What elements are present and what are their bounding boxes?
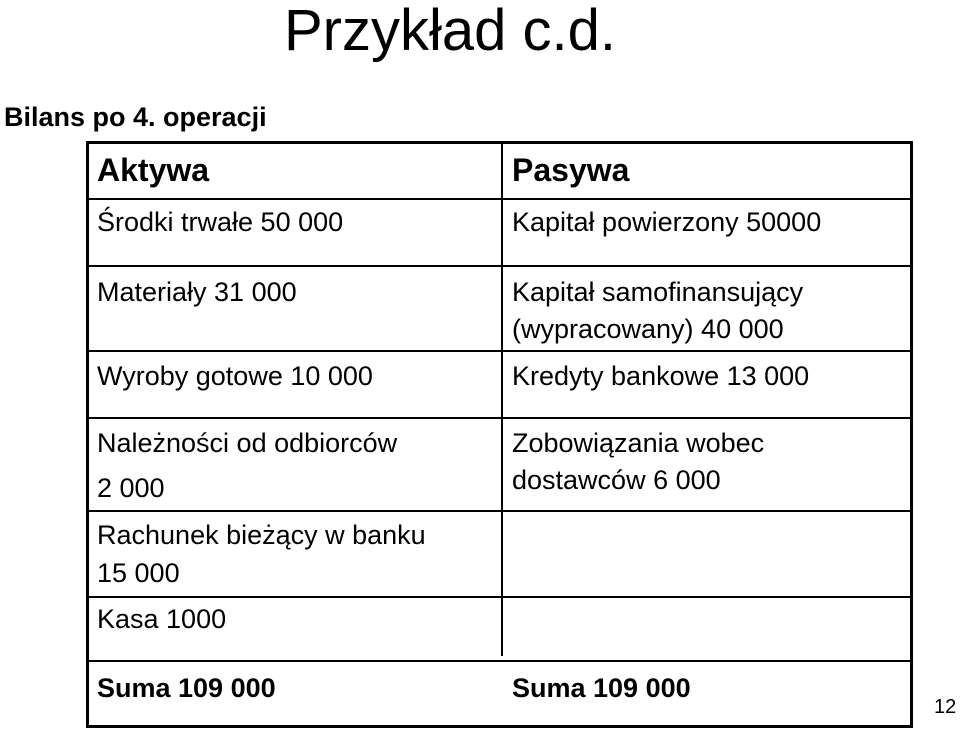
liability-supplier-payables: Zobowiązania wobec xyxy=(512,428,765,458)
liability-self-financing-capital-amount: (wypracowany) 40 000 xyxy=(512,314,784,344)
liability-self-financing-capital: Kapitał samofinansujący xyxy=(512,277,804,307)
row-divider xyxy=(89,417,910,419)
column-divider xyxy=(501,144,503,656)
asset-bank-account-amount: 15 000 xyxy=(97,558,180,588)
balance-sheet-table xyxy=(86,141,913,728)
assets-total: Suma 109 000 xyxy=(97,673,276,703)
asset-receivables: Należności od odbiorców xyxy=(97,428,398,458)
row-divider xyxy=(89,596,910,598)
asset-cash: Kasa 1000 xyxy=(97,604,227,634)
asset-materials: Materiały 31 000 xyxy=(97,277,297,307)
asset-finished-goods: Wyroby gotowe 10 000 xyxy=(97,361,373,391)
asset-bank-account: Rachunek bieżący w banku xyxy=(97,520,426,550)
row-divider xyxy=(89,660,910,662)
row-divider xyxy=(89,510,910,512)
liabilities-header: Pasywa xyxy=(512,152,630,188)
assets-header: Aktywa xyxy=(97,152,210,188)
page-number: 12 xyxy=(934,696,957,718)
row-divider xyxy=(89,265,910,267)
liability-bank-loans: Kredyty bankowe 13 000 xyxy=(512,361,810,391)
liabilities-total: Suma 109 000 xyxy=(512,673,691,703)
row-divider xyxy=(89,350,910,352)
row-divider xyxy=(89,198,910,200)
liability-entrusted-capital: Kapitał powierzony 50000 xyxy=(512,207,822,237)
liability-supplier-payables-amount: dostawców 6 000 xyxy=(512,465,721,495)
asset-receivables-amount: 2 000 xyxy=(97,473,165,503)
slide-subtitle: Bilans po 4. operacji xyxy=(4,102,267,132)
slide-title: Przykład c.d. xyxy=(284,0,616,63)
asset-fixed-assets: Środki trwałe 50 000 xyxy=(97,207,344,237)
